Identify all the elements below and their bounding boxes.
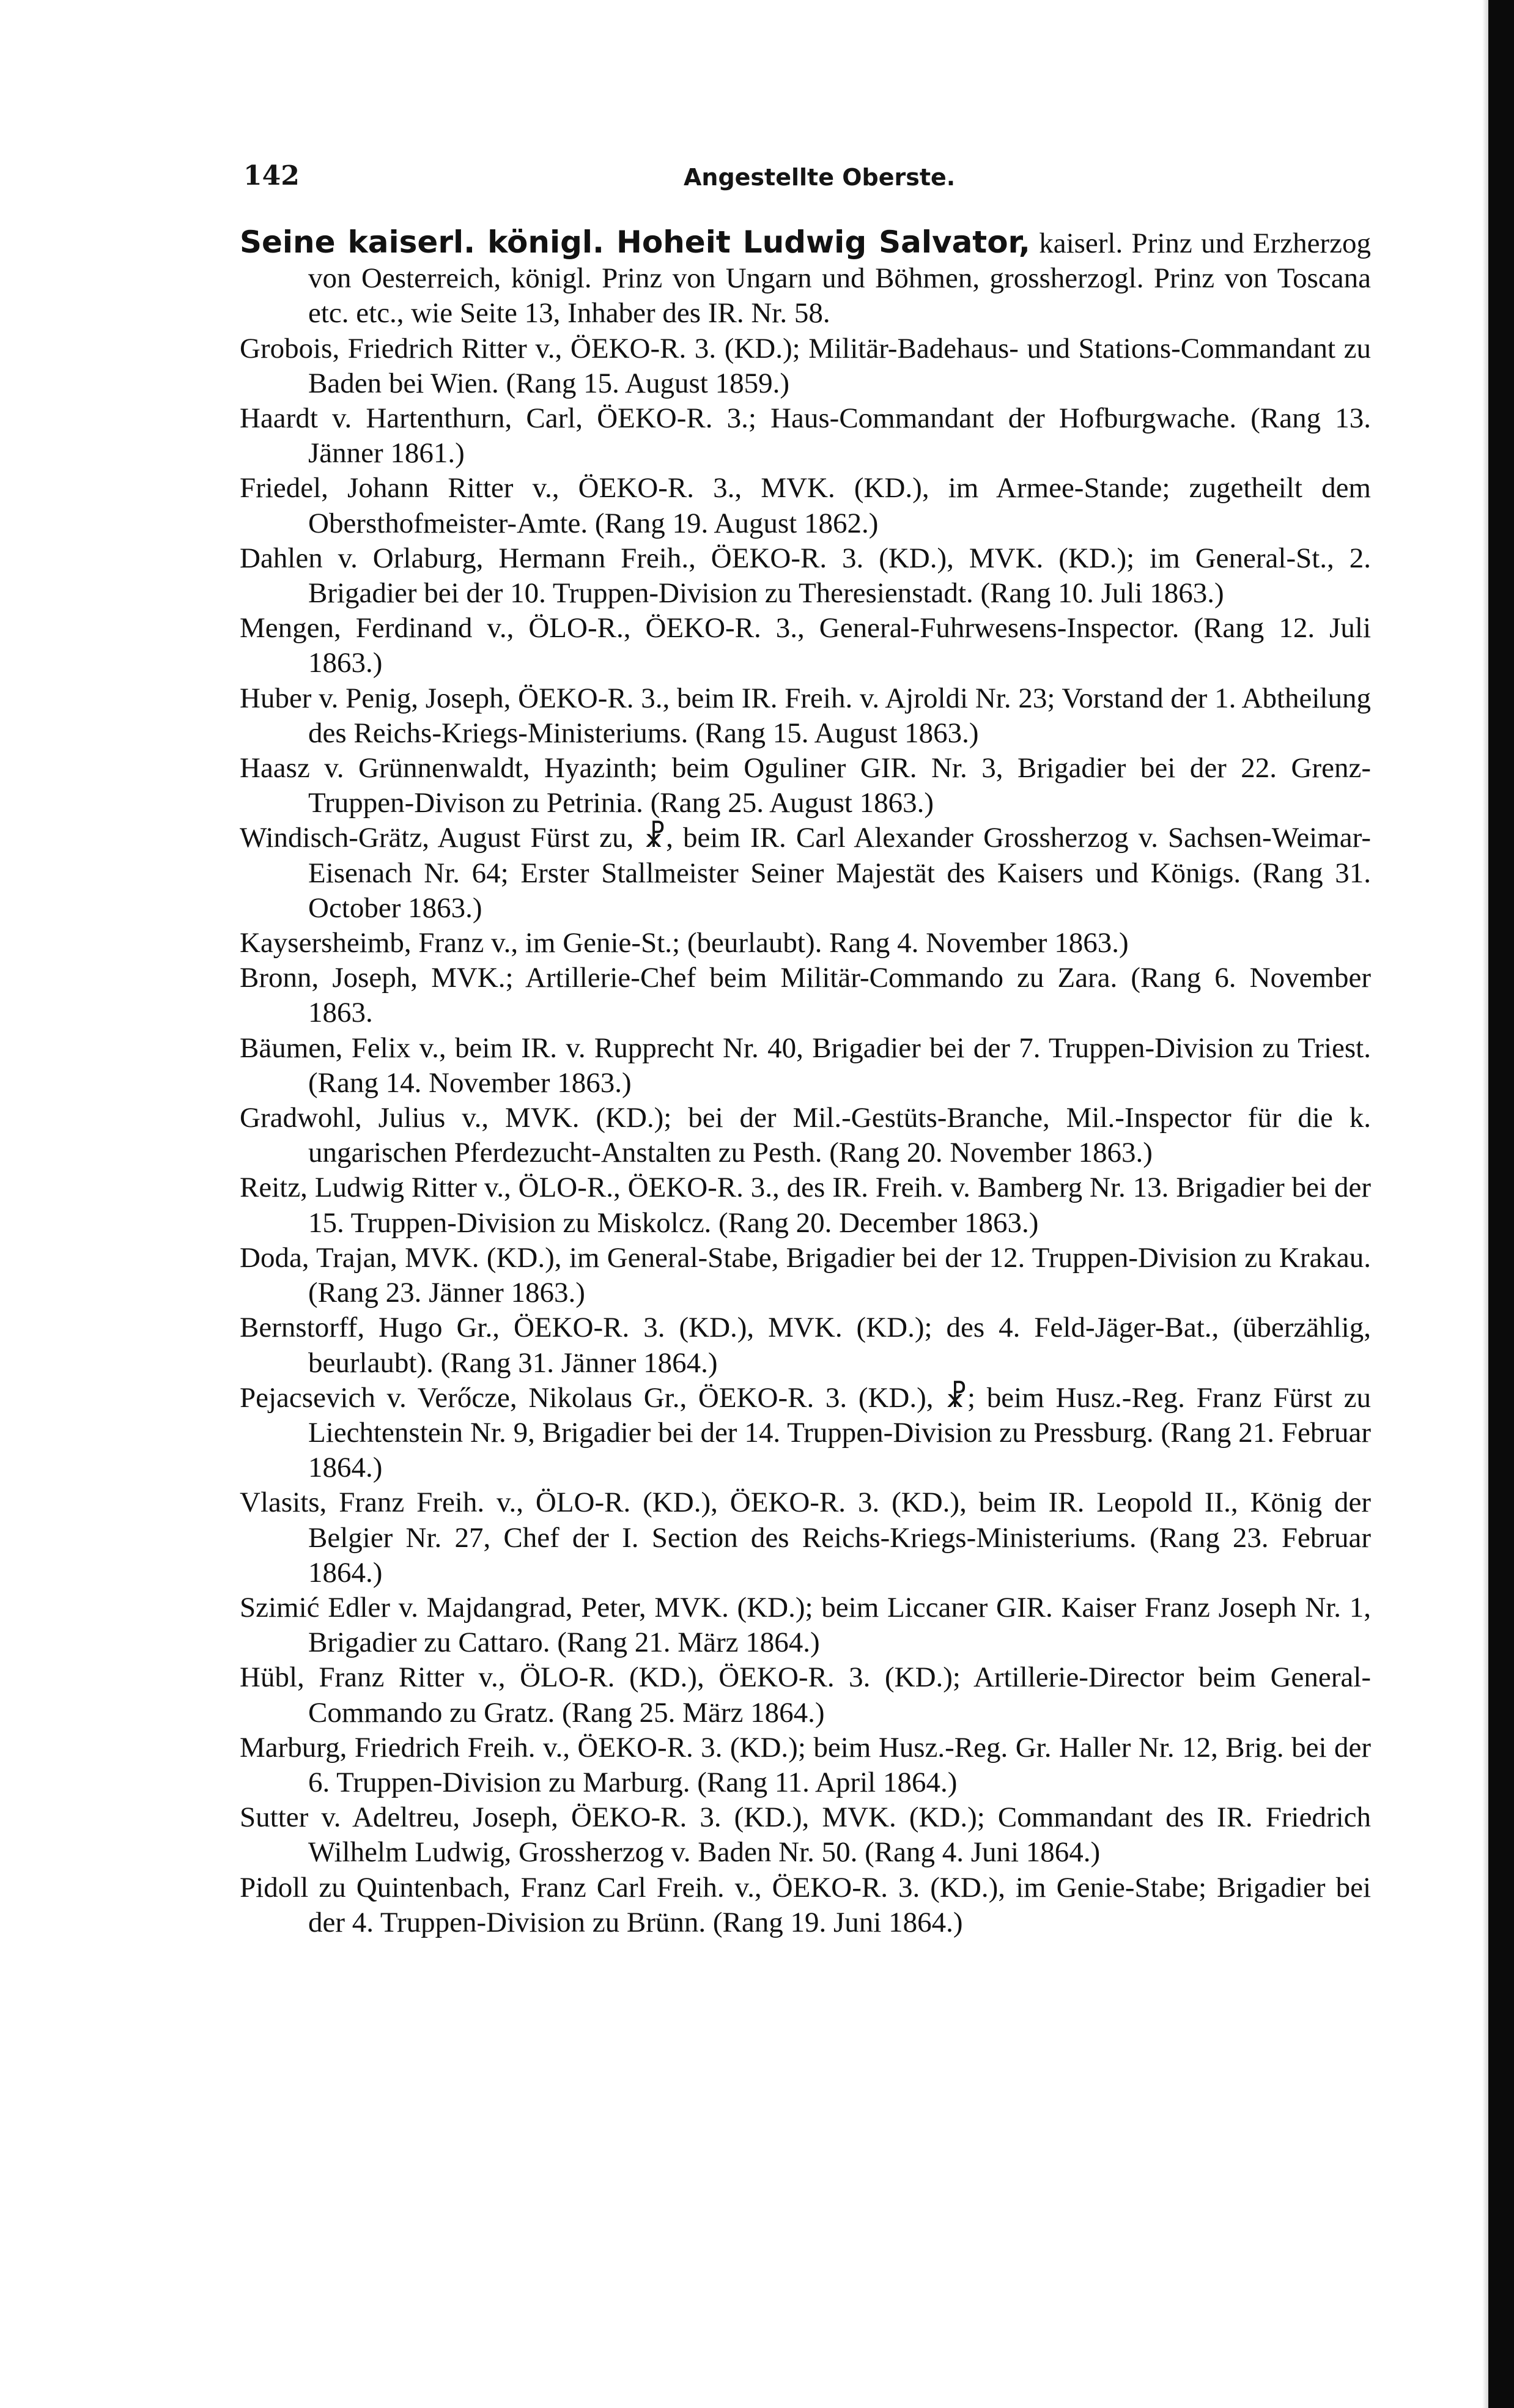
entry-text: Szimić Edler v. Majdangrad, Peter, MVK. (KD.); beim Liccaner GIR. Kaiser Franz Joseph Nr. 1, Brigadier zu Cattaro. (Rang 21. März 1864.) (240, 1591, 1371, 1659)
list-entry (240, 751, 1371, 821)
list-entry (240, 821, 1371, 926)
entry-text: Bronn, Joseph, MVK.; Artillerie-Chef beim Militär-Commando zu Zara. (Rang 6. November 1863. (240, 962, 1371, 1029)
list-entry (240, 681, 1371, 751)
list-entry (240, 1170, 1371, 1240)
entry-text: Hübl, Franz Ritter v., ÖLO-R. (KD.), ÖEKO-R. 3. (KD.); Artillerie-Director beim General-Commando zu Gratz. (Rang 25. März 1864.) (240, 1661, 1371, 1729)
entry-text: Marburg, Friedrich Freih. v., ÖEKO-R. 3. (KD.); beim Husz.-Reg. Gr. Haller Nr. 12, Brig. bei der 6. Truppen-Division zu Marburg. (Rang 11. April 1864.) (240, 1731, 1371, 1798)
list-entry (240, 401, 1371, 471)
list-entry (240, 1101, 1371, 1170)
entry-text: Grobois, Friedrich Ritter v., ÖEKO-R. 3. (KD.); Militär-Badehaus- und Stations-Commandant zu Baden bei Wien. (Rang 15. August 1859.) (240, 332, 1371, 399)
entry-text: Doda, Trajan, MVK. (KD.), im General-Stabe, Brigadier bei der 12. Truppen-Division zu Krakau. (Rang 23. Jänner 1863.) (240, 1241, 1371, 1309)
list-entry (240, 331, 1371, 401)
page-number: 142 (243, 160, 300, 191)
list-entry (240, 225, 1371, 331)
entry-text: Mengen, Ferdinand v., ÖLO-R., ÖEKO-R. 3., General-Fuhrwesens-Inspector. (Rang 12. Juli 1863.) (240, 612, 1371, 679)
entry-text: kaiserl. Prinz und Erzherzog von Oesterreich, königl. Prinz von Ungarn und Böhmen, grossherzogl. Prinz von Toscana etc. etc., wie Seite 13, Inhaber des IR. Nr. 58. (308, 227, 1372, 330)
scan-edge (1488, 0, 1514, 2408)
list-entry (240, 1241, 1371, 1310)
running-title: Angestellte Oberste. (684, 164, 956, 191)
page-gutter-shadow (1482, 0, 1488, 2408)
entry-text: Vlasits, Franz Freih. v., ÖLO-R. (KD.), ÖEKO-R. 3. (KD.), beim IR. Leopold II., König der Belgier Nr. 27, Chef der I. Section des Reichs-Kriegs-Ministeriums. (Rang 23. Februar 1864.) (240, 1487, 1371, 1589)
list-entry (240, 1800, 1371, 1870)
entry-text: Huber v. Penig, Joseph, ÖEKO-R. 3., beim IR. Freih. v. Ajroldi Nr. 23; Vorstand der 1. Abtheilung des Reichs-Kriegs-Ministeriums. (Rang 15. August 1863.) (240, 682, 1371, 749)
list-entry (240, 926, 1371, 961)
list-entry (240, 541, 1371, 611)
entry-text: Haardt v. Hartenthurn, Carl, ÖEKO-R. 3.; Haus-Commandant der Hofburgwache. (Rang 13. Jänner 1861.) (240, 402, 1371, 470)
entry-text: Bernstorff, Hugo Gr., ÖEKO-R. 3. (KD.), MVK. (KD.); des 4. Feld-Jäger-Bat., (überzählig, beurlaubt). (Rang 31. Jänner 1864.) (240, 1312, 1371, 1379)
list-entry (240, 1730, 1371, 1800)
list-entry (240, 471, 1371, 541)
list-entry (240, 1485, 1371, 1590)
list-entry (240, 1590, 1371, 1660)
entry-text: Kaysersheimb, Franz v., im Genie-St.; (beurlaubt). Rang 4. November 1863.) (240, 927, 1129, 959)
entry-text: Dahlen v. Orlaburg, Hermann Freih., ÖEKO-R. 3. (KD.), MVK. (KD.); im General-St., 2. Brigadier bei der 10. Truppen-Division zu Theresienstadt. (Rang 10. Juli 1863.) (240, 542, 1371, 610)
entry-text: Sutter v. Adeltreu, Joseph, ÖEKO-R. 3. (KD.), MVK. (KD.); Commandant des IR. Friedrich Wilhelm Ludwig, Grossherzog v. Baden Nr. 50. (Rang 4. Juni 1864.) (240, 1801, 1371, 1869)
entry-text: Friedel, Johann Ritter v., ÖEKO-R. 3., MVK. (KD.), im Armee-Stande; zugetheilt dem Obersthofmeister-Amte. (Rang 19. August 1862.) (240, 472, 1371, 539)
list-entry (240, 1031, 1371, 1101)
list-entry (240, 961, 1371, 1030)
entry-text: Reitz, Ludwig Ritter v., ÖLO-R., ÖEKO-R. 3., des IR. Freih. v. Bamberg Nr. 13. Brigadier bei der 15. Truppen-Division zu Miskolcz. (Rang 20. December 1863.) (240, 1172, 1371, 1239)
list-entry (240, 1871, 1371, 1940)
entry-text: Pejacsevich v. Verőcze, Nikolaus Gr., ÖEKO-R. 3. (KD.), ☧; beim Husz.-Reg. Franz Fürst zu Liechtenstein Nr. 9, Brigadier bei der 14. Truppen-Division zu Pressburg. (Rang 21. Februar 1864.) (240, 1381, 1371, 1484)
page-header (243, 160, 1371, 199)
entry-text: Bäumen, Felix v., beim IR. v. Rupprecht Nr. 40, Brigadier bei der 7. Truppen-Division zu Triest. (Rang 14. November 1863.) (240, 1032, 1371, 1099)
list-entry (240, 1660, 1371, 1730)
officer-list (240, 225, 1371, 1940)
entry-title: Seine kaiserl. königl. Hoheit Ludwig Salvator, (240, 224, 1030, 260)
list-entry (240, 1381, 1371, 1486)
list-entry (240, 1310, 1371, 1380)
list-entry (240, 611, 1371, 681)
entry-text: Haasz v. Grünnenwaldt, Hyazinth; beim Oguliner GIR. Nr. 3, Brigadier bei der 22. Grenz-Truppen-Divison zu Petrinia. (Rang 25. August 1863.) (240, 752, 1371, 819)
entry-text: Gradwohl, Julius v., MVK. (KD.); bei der Mil.-Gestüts-Branche, Mil.-Inspector für die k. ungarischen Pferdezucht-Anstalten zu Pesth. (Rang 20. November 1863.) (240, 1102, 1371, 1169)
entry-text: Windisch-Grätz, August Fürst zu, ☧, beim IR. Carl Alexander Grossherzog v. Sachsen-Weimar-Eisenach Nr. 64; Erster Stallmeister Seiner Majestät des Kaisers und Königs. (Rang 31. October 1863.) (240, 822, 1371, 924)
entry-text: Pidoll zu Quintenbach, Franz Carl Freih. v., ÖEKO-R. 3. (KD.), im Genie-Stabe; Brigadier bei der 4. Truppen-Division zu Brünn. (Rang 19. Juni 1864.) (240, 1871, 1371, 1938)
